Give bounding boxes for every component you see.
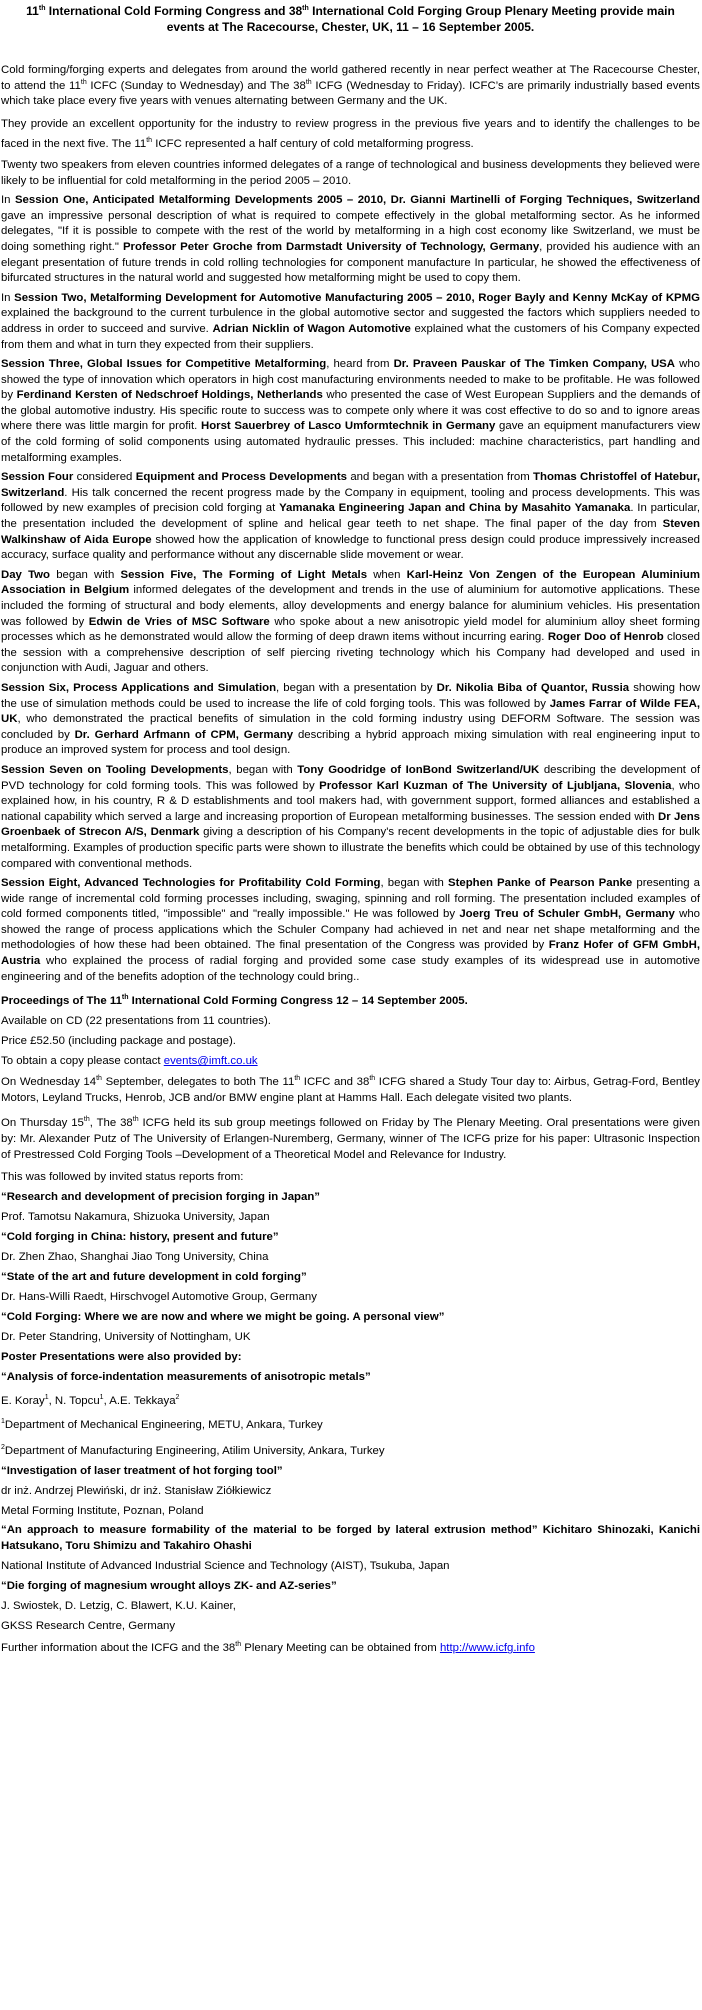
session-three-paragraph: Session Three, Global Issues for Competitive Metalforming, heard from Dr. Praveen Pauskar of The Timken Company, USA who showed the type of innovation which operators in high cost manufacturing environments needed to make to be profitable. He was followed by Ferdinand Kersten of Nedschroef Holdings, Netherlands who presented the case of West European Suppliers and the demands of the global automotive industry. His specific route to success was to compete only where it was cost effective to do so and to ignore areas where there was little margin for profit. Horst Sauerbrey of Lasco Umformtechnik in Germany gave an equipment manufacturers view of the cold forming of solid components using automated hydraulic presses. This included: machine characteristics, part handling and metalforming examples. (1, 358, 700, 464)
session-six-paragraph: Session Six, Process Applications and Simulation, began with a presentation by Dr. Nikolia Biba of Quantor, Russia showing how the use of simulation methods could be used to increase the life of cold forging tools. This was followed by James Farrar of Wilde FEA, UK, who demonstrated the practical benefits of simulation in the cold forming industry using DEFORM Software. The session was concluded by Dr. Gerhard Arfmann of CPM, Germany describing a hybrid approach mixing simulation with real engineering input to produce an improved system for process and tool design. (1, 681, 700, 757)
status-reports-intro: This was followed by invited status reports from: (1, 1171, 244, 1184)
report-author: Prof. Tamotsu Nakamura, Shizuoka University, Japan (1, 1211, 270, 1224)
poster-authors: J. Swiostek, D. Letzig, C. Blawert, K.U. Kainer, (1, 1600, 236, 1613)
intro-paragraph: They provide an excellent opportunity for the industry to review progress in the previous five years and to identify the challenges to be faced in the next five. The 11th ICFC represented a half century of cold metalforming progress. (1, 117, 700, 150)
session-five-paragraph: Day Two began with Session Five, The Forming of Light Metals when Karl-Heinz Von Zengen of the European Aluminium Association in Belgium informed delegates of the development and trends in the use of aluminium for automotive applications. These included the forming of structural and body elements, alloy developments and energy balance for aluminium vehicles. His presentation was followed by Edwin de Vries of MSC Software who spoke about a new anisotropic yield model for aluminium alloy sheet forming processes which as he demonstrated would allow the forming of deep drawn items without incurring earing. Roger Doo of Henrob closed the session with a comprehensive description of self piercing riveting technology which his Company had developed and used in conjunction with Audi, Jaguar and others. (1, 568, 701, 675)
poster-affiliation: $^1$Department of Mechanical Engineering, METU, Ankara, Turkey (1, 1418, 323, 1432)
poster-affiliation: Metal Forming Institute, Poznan, Poland (1, 1505, 204, 1518)
contact-email-link[interactable]: events@imft.co.uk (163, 1055, 258, 1068)
intro-paragraph: Twenty two speakers from eleven countries informed delegates of a range of technological and business developments they believed were likely to be influential for cold metalforming in the period 2005 – 2010. (1, 158, 700, 187)
status-reports-section (1, 1169, 700, 1345)
page-title: 11th International Cold Forming Congress and 38th International Cold Forging Group Plenary Meeting provide main events at The Racecourse, Chester, UK, 11 – 16 September 2005. (26, 4, 675, 34)
icfg-website-link[interactable]: http://www.icfg.info (439, 1642, 535, 1655)
report-title: “State of the art and future development in cold forging” (1, 1271, 307, 1284)
study-tour-paragraph: On Wednesday 14th September, delegates to both The 11th ICFC and 38th ICFG shared a Study Tour day to: Airbus, Getrag-Ford, Bentley Motors, Leyland Trucks, Henrob, JCB and/or BMW engine plant at Hamms Hall. Each delegate visited two plants. (1, 1075, 700, 1104)
poster-title: “Die forging of magnesium wrought alloys ZK- and AZ-series” (1, 1580, 337, 1593)
report-author: Dr. Peter Standring, University of Nottingham, UK (1, 1331, 251, 1344)
proceedings-heading: Proceedings of The 11th International Cold Forming Congress 12 – 14 September 2005. (1, 994, 468, 1008)
report-author: Dr. Hans-Willi Raedt, Hirschvogel Automotive Group, Germany (1, 1291, 317, 1304)
poster-affiliation: National Institute of Advanced Industrial Science and Technology (AIST), Tsukuba, Japan (1, 1560, 450, 1573)
poster-title: “Investigation of laser treatment of hot forging tool” (1, 1465, 283, 1478)
report-title: “Cold Forging: Where we are now and where we might be going. A personal view” (1, 1311, 445, 1324)
report-title: “Research and development of precision forging in Japan” (1, 1191, 320, 1204)
proceedings-section (1, 993, 700, 1069)
poster-title: “Analysis of force-indentation measurements of anisotropic metals” (1, 1371, 371, 1384)
poster-authors: E. Koray$^1$, N. Topcu$^1$, A.E. Tekkaya$^2$ (1, 1394, 180, 1408)
session-seven-paragraph: Session Seven on Tooling Developments, began with Tony Goodridge of IonBond Switzerland/UK describing the development of PVD technology for cold forming tools. This was followed by Professor Karl Kuzman of The University of Ljubljana, Slovenia, who explained how, in his country, R & D establishments and tool makers had, with government support, formed alliances and established a national capability which served a large and increasing proportion of European metalforming businesses. The session ended with Dr Jens Groenbaek of Strecon A/S, Denmark giving a description of his Company's recent developments in the topic of adjustable dies for bulk metalforming. Examples of production specific parts were shown to illustrate the benefits which could be obtained by use of this technology compared with conventional methods. (1, 763, 701, 870)
poster-title: “An approach to measure formability of the material to be forged by lateral extrusion method” Kichitaro Shinozaki, Kanichi Hatsukano, Toru Shimizu and Takahiro Ohashi (1, 1524, 700, 1552)
poster-affiliation: $^2$Department of Manufacturing Engineering, Atilim University, Ankara, Turkey (1, 1444, 385, 1458)
proceedings-price: Price £52.50 (including package and postage). (1, 1035, 236, 1048)
poster-authors: dr inż. Andrzej Plewiński, dr inż. Stanisław Ziółkiewicz (1, 1485, 272, 1498)
session-two-paragraph: In Session Two, Metalforming Development for Automotive Manufacturing 2005 – 2010, Roger Bayly and Kenny McKay of KPMG explained the background to the current turbulence in the global automotive sector and suggested the factors which suppliers needed to address in order to succeed and survive. Adrian Nicklin of Wagon Automotive explained what the customers of his Company expected from them and what in turn they expected from their suppliers. (1, 291, 700, 351)
session-one-paragraph: In Session One, Anticipated Metalforming Developments 2005 – 2010, Dr. Gianni Martinelli of Forging Techniques, Switzerland gave an impressive personal description of what is required to compete effectively in the global metalforming sector. As he informed delegates, "If it is possible to compete with the rest of the world by metalforming in a high cost economy like Switzerland, we must be doing something right." Professor Peter Groche from Darmstadt University of Technology, Germany, provided his audience with an elegant presentation of future trends in cold rolling technologies for component manufacture In particular, he showed the effectiveness of bifurcated structures in the natural world and suggested how metalforming might be used to copy them. (1, 194, 700, 285)
report-author: Dr. Zhen Zhao, Shanghai Jiao Tong University, China (1, 1251, 269, 1264)
proceedings-contact: To obtain a copy please contact events@imft.co.uk (1, 1055, 258, 1068)
posters-section (1, 1349, 700, 1634)
posters-heading: Poster Presentations were also provided by: (1, 1351, 242, 1364)
report-title: “Cold forging in China: history, present and future” (1, 1231, 279, 1244)
poster-affiliation: GKSS Research Centre, Germany (1, 1620, 176, 1633)
intro-paragraph: Cold forming/forging experts and delegates from around the world gathered recently in near perfect weather at The Racecourse Chester, to attend the 11th ICFC (Sunday to Wednesday) and The 38th ICFG (Wednesday to Friday). ICFC’s are primarily industrially based events which take place every five years with venues alternating between Germany and the UK. (1, 64, 700, 108)
footer-info: Further information about the ICFG and the 38th Plenary Meeting can be obtained from http://www.icfg.info (1, 1641, 535, 1655)
session-eight-paragraph: Session Eight, Advanced Technologies for Profitability Cold Forming, began with Stephen Panke of Pearson Panke presenting a wide range of incremental cold forming processes including, swaging, spinning and roll forming. The presentation included examples of cold formed components titled, "impossible" and "really impossible." He was followed by Joerg Treu of Schuler GmbH, Germany who showed the range of process applications which the Schuler Company had achieved in net and near net shape metalforming and the methodologies of how these had been obtained. The final presentation of the Congress was provided by Franz Hofer of GFM GmbH, Austria who explained the process of radial forging and provided some case study examples of its widespread use in automotive engineering and of the benefits adoption of the technology could bring.. (1, 877, 701, 983)
plenary-paragraph: On Thursday 15th, The 38th ICFG held its sub group meetings followed on Friday by The Plenary Meeting. Oral presentations were given by: Mr. Alexander Putz of The University of Erlangen-Nuremberg, Germany, winner of The ICFG prize for his paper: Ultrasonic Inspection of Prestressed Cold Forging Tools –Development of a Theoretical Model and Relevance for Industry. (1, 1116, 700, 1161)
session-four-paragraph: Session Four considered Equipment and Process Developments and began with a presentation from Thomas Christoffel of Hatebur, Switzerland. His talk concerned the recent progress made by the Company in equipment, tooling and process developments. This was followed by new examples of precision cold forging at Yamanaka Engineering Japan and China by Masahito Yamanaka. In particular, the presentation included the development of spline and helical gear teeth to net shape. The final paper of the day from Steven Walkinshaw of Aida Europe showed how the application of knowledge to functional press design could produce impressively increased accuracy, surface quality and performance without any discernable slide movement or wear. (1, 471, 700, 562)
proceedings-availability: Available on CD (22 presentations from 11 countries). (1, 1015, 271, 1028)
